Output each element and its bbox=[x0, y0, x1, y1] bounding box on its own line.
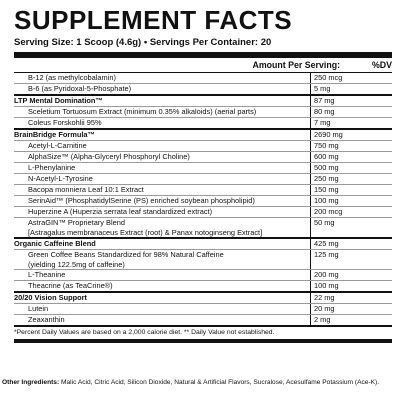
ingredient-name: L-Phenylanine bbox=[28, 163, 76, 172]
amount-column-label: Amount Per Serving: bbox=[252, 60, 340, 70]
ingredient-row bbox=[14, 83, 392, 94]
ingredient-amount: 5 mg bbox=[310, 84, 392, 94]
footnote: *Percent Daily Values are based on a 2,000 calorie diet. ** Daily Value not established. bbox=[14, 327, 392, 343]
ingredient-row bbox=[14, 151, 392, 162]
ingredient-amount: 150 mg bbox=[310, 185, 392, 195]
ingredient-amount: 750 mg bbox=[310, 141, 392, 151]
ingredient-section bbox=[14, 73, 392, 96]
ingredient-name: Sceletium Tortuosum Extract (minimum 0.35% alkaloids) (aerial parts) bbox=[28, 107, 257, 116]
ingredient-row bbox=[14, 217, 392, 237]
ingredient-row bbox=[14, 206, 392, 217]
ingredient-section bbox=[14, 239, 392, 293]
ingredient-section bbox=[14, 293, 392, 327]
ingredient-amount: 22 mg bbox=[310, 293, 392, 303]
ingredient-name: Bacopa monniera Leaf 10:1 Extract bbox=[28, 185, 144, 194]
ingredient-amount: 20 mg bbox=[310, 304, 392, 314]
ingredient-name: SerinAid™ (PhosphatidylSerine (PS) enriched soybean phospholipid) bbox=[28, 196, 255, 205]
ingredient-name: 20/20 Vision Support bbox=[14, 293, 87, 303]
ingredient-name: Green Coffee Beans Standardized for 98% Natural Caffeine (yielding 122.5mg of caffeine) bbox=[28, 250, 224, 269]
blend-row bbox=[14, 239, 392, 249]
ingredient-amount: 250 mcg bbox=[310, 73, 392, 83]
ingredient-row bbox=[14, 280, 392, 291]
ingredient-name: B-12 (as methylcobalamin) bbox=[28, 73, 116, 82]
ingredient-amount: 425 mg bbox=[310, 239, 392, 249]
ingredient-row bbox=[14, 269, 392, 280]
other-ingredients bbox=[2, 378, 404, 387]
ingredient-name: AstraGIN™ Proprietary Blend [Astragalus membranaceus Extract (root) & Panax notoginseng Extract] bbox=[28, 218, 263, 237]
ingredient-name: LTP Mental Domination™ bbox=[14, 96, 103, 105]
ingredient-amount: 50 mg bbox=[310, 218, 392, 237]
ingredient-sections bbox=[14, 73, 392, 327]
ingredient-amount: 87 mg bbox=[310, 96, 392, 106]
ingredient-row bbox=[14, 195, 392, 206]
ingredient-row bbox=[14, 184, 392, 195]
ingredient-amount: 2690 mg bbox=[310, 130, 392, 140]
ingredient-amount: 200 mcg bbox=[310, 207, 392, 217]
ingredient-name: Lutein bbox=[28, 304, 49, 314]
ingredient-row bbox=[14, 303, 392, 314]
ingredient-row bbox=[14, 140, 392, 151]
ingredient-row bbox=[14, 249, 392, 269]
ingredient-amount: 100 mg bbox=[310, 196, 392, 206]
ingredient-amount: 125 mg bbox=[310, 250, 392, 269]
ingredient-row bbox=[14, 314, 392, 325]
ingredient-row bbox=[14, 73, 392, 83]
ingredient-name: L-Theanine bbox=[28, 270, 66, 280]
blend-row bbox=[14, 293, 392, 303]
ingredient-amount: 100 mg bbox=[310, 281, 392, 291]
dv-column-label: %DV bbox=[371, 60, 392, 70]
ingredient-row bbox=[14, 173, 392, 184]
column-header bbox=[14, 58, 392, 73]
ingredient-amount: 2 mg bbox=[310, 315, 392, 325]
ingredient-row bbox=[14, 106, 392, 117]
ingredient-row bbox=[14, 162, 392, 173]
panel-title: SUPPLEMENT FACTS bbox=[14, 5, 293, 35]
ingredient-name: Coleus Forskohlii 95% bbox=[28, 118, 102, 127]
ingredient-name: N-Acetyl-L-Tyrosine bbox=[28, 174, 93, 183]
ingredient-amount: 7 mg bbox=[310, 118, 392, 128]
ingredient-amount: 200 mg bbox=[310, 270, 392, 280]
ingredient-name: B-6 (as Pyridoxal-5-Phosphate) bbox=[28, 84, 132, 93]
ingredient-name: Theacrine (as TeaCrine®) bbox=[28, 281, 113, 291]
blend-row bbox=[14, 130, 392, 140]
ingredient-name: Acetyl-L-Carnitine bbox=[28, 141, 87, 150]
ingredient-name: Huperzine A (Huperzia serrata leaf standardized extract) bbox=[28, 207, 213, 216]
ingredient-name: BrainBridge Formula™ bbox=[14, 130, 95, 139]
other-ingredients-label: Other Ingredients: bbox=[2, 379, 60, 386]
other-ingredients-text: Malic Acid, Citric Acid, Silicon Dioxide, Natural & Artificial Flavors, Sucralose, Acesulfame Potassium (Ace-K). bbox=[59, 379, 380, 386]
blend-row bbox=[14, 96, 392, 106]
ingredient-name: AlphaSize™ (Alpha-Glyceryl Phosphoryl Choline) bbox=[28, 152, 190, 161]
ingredient-amount: 500 mg bbox=[310, 163, 392, 173]
ingredient-name: Organic Caffeine Blend bbox=[14, 239, 96, 249]
ingredient-amount: 250 mg bbox=[310, 174, 392, 184]
ingredient-section bbox=[14, 130, 392, 239]
ingredient-amount: 80 mg bbox=[310, 107, 392, 117]
ingredient-amount: 600 mg bbox=[310, 152, 392, 162]
supplement-facts-panel bbox=[14, 6, 392, 343]
ingredient-name: Zeaxanthin bbox=[28, 315, 65, 325]
serving-info: Serving Size: 1 Scoop (4.6g) • Servings Per Container: 20 bbox=[14, 37, 272, 48]
ingredient-section bbox=[14, 96, 392, 130]
ingredient-row bbox=[14, 117, 392, 128]
